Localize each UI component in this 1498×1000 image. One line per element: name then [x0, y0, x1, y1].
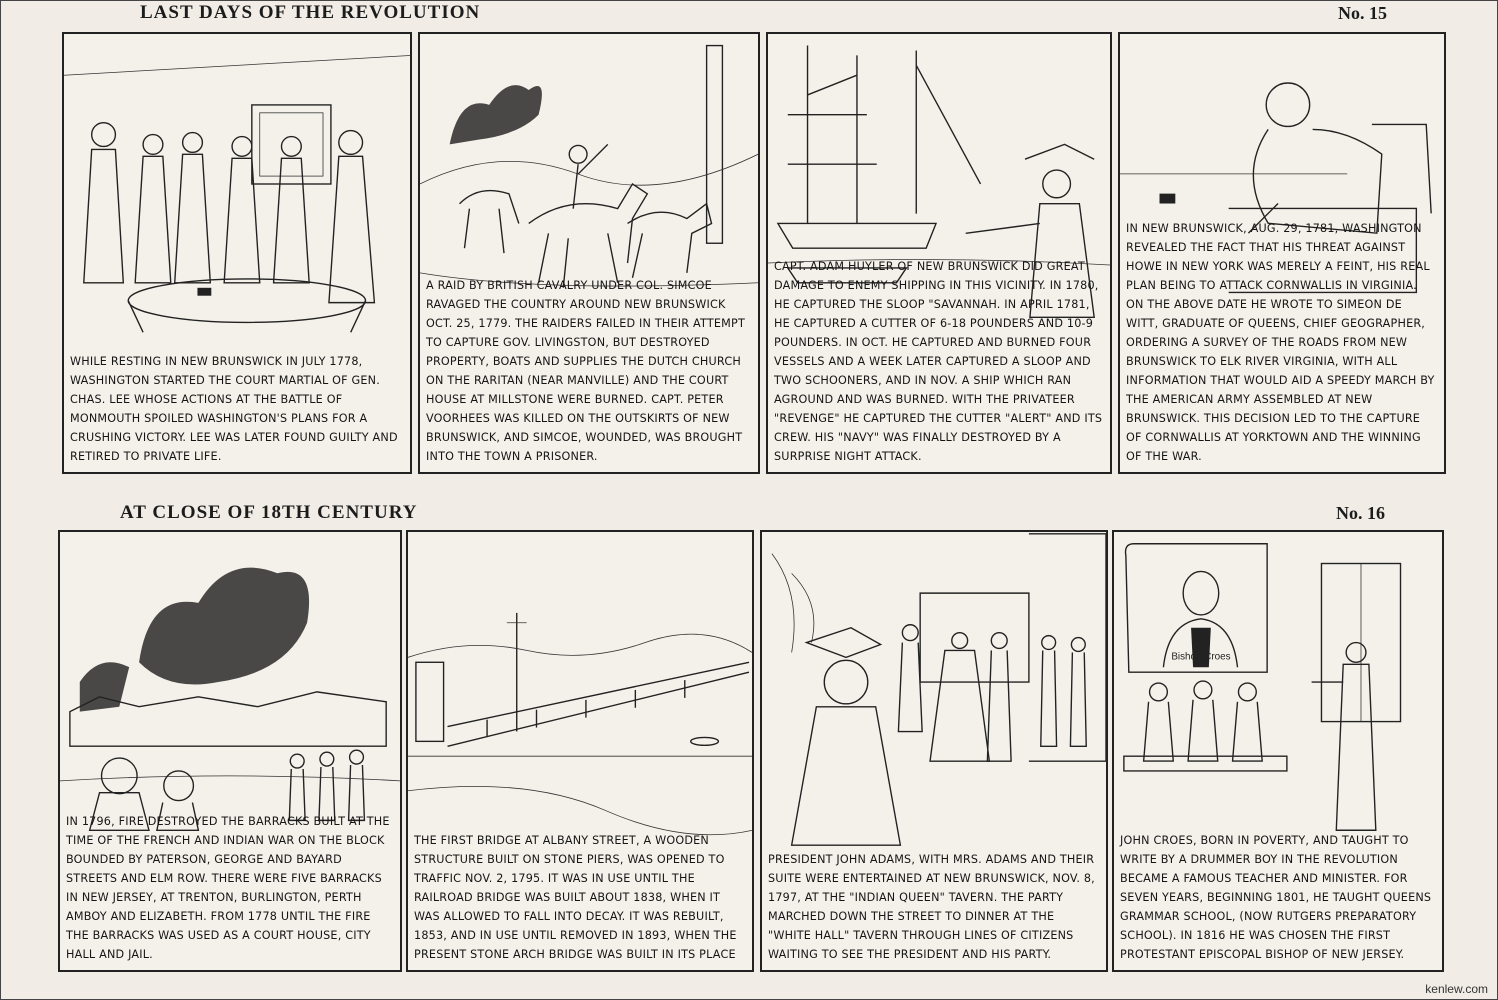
watermark: kenlew.com [1425, 982, 1488, 996]
panel-caption: IN 1796, FIRE DESTROYED THE BARRACKS BUILT AT THE TIME OF THE FRENCH AND INDIAN WAR ON THE BLOCK BOUNDED BY PATERSON, GEORGE AND BAYARD STREETS AND ELM ROW. THERE WERE FIVE BARRACKS IN NEW JERSEY, AT TRENTON, BURLINGTON, PERTH AMBOY AND ELIZABETH. FROM 1778 UNTIL THE FIRE THE BARRACKS WAS USED AS A COURT HOUSE, CITY HALL AND JAIL. [66, 815, 390, 961]
panel-caption: PRESIDENT JOHN ADAMS, WITH MRS. ADAMS AND THEIR SUITE WERE ENTERTAINED AT NEW BRUNSWICK, NOV. 8, 1797, AT THE "INDIAN QUEEN" TAVERN. THE PARTY MARCHED DOWN THE STREET TO DINNER AT THE "WHITE HALL" TAVERN THROUGH LINES OF CITIZENS WAITING TO SEE THE PRESIDENT AND HIS PARTY. [768, 853, 1095, 961]
panel-adams-visit [760, 530, 1108, 972]
panel-caption: THE FIRST BRIDGE AT ALBANY STREET, A WOODEN STRUCTURE BUILT ON STONE PIERS, WAS OPENED TO TRAFFIC NOV. 2, 1795. IT WAS IN USE UNTIL THE RAILROAD BRIDGE WAS BUILT ABOUT 1838, WHEN IT WAS ALLOWED TO FALL INTO DECAY. IT WAS REBUILT, 1853, AND IN USE UNTIL REMOVED IN 1893, WHEN THE PRESENT STONE ARCH BRIDGE WAS BUILT IN ITS PLACE [414, 834, 737, 961]
panel-huyler-navy [766, 32, 1112, 474]
croes-teaching-illustration [1114, 532, 1442, 842]
panel-cavalry-raid [418, 32, 760, 474]
bridge-illustration [408, 532, 752, 842]
strip-title-revolution: LAST DAYS OF THE REVOLUTION [140, 2, 481, 23]
court-martial-illustration [64, 34, 410, 334]
panel-caption: WHILE RESTING IN NEW BRUNSWICK IN JULY 1778, WASHINGTON STARTED THE COURT MARTIAL OF GEN. CHAS. LEE WHOSE ACTIONS AT THE BATTLE OF MONMOUTH SPOILED WASHINGTON'S PLANS FOR A CRUSHING VICTORY. LEE WAS LATER FOUND GUILTY AND RETIRED TO PRIVATE LIFE. [70, 355, 398, 463]
portrait-label: Bishop Croes [1171, 651, 1231, 663]
strip-number-15: No. 15 [1338, 3, 1387, 23]
barracks-fire-illustration [60, 532, 400, 832]
adams-procession-illustration [762, 532, 1106, 847]
panel-bishop-croes [1112, 530, 1444, 972]
panel-court-martial [62, 32, 412, 474]
panel-caption: IN NEW BRUNSWICK, AUG. 29, 1781, WASHINGTON REVEALED THE FACT THAT HIS THREAT AGAINST HOWE IN NEW YORK WAS MERELY A FEINT, HIS REAL PLAN BEING TO ATTACK CORNWALLIS IN VIRGINIA. ON THE ABOVE DATE HE WROTE TO SIMEON DE WITT, GRADUATE OF QUEENS, CHIEF GEOGRAPHER, ORDERING A SURVEY OF THE ROADS FROM NEW BRUNSWICK TO ELK RIVER VIRGINIA, WITH ALL INFORMATION THAT WOULD AID A SPEEDY MARCH BY THE AMERICAN ARMY ASSEMBLED AT NEW BRUNSWICK. THIS DECISION LED TO THE CAPTURE OF CORNWALLIS AT YORKTOWN AND THE WINNING OF THE WAR. [1126, 222, 1435, 463]
strip-title-18th-century: AT CLOSE OF 18TH CENTURY [120, 502, 418, 523]
panel-caption: JOHN CROES, BORN IN POVERTY, AND TAUGHT TO WRITE BY A DRUMMER BOY IN THE REVOLUTION BECAME A FAMOUS TEACHER AND MINISTER. FOR SEVEN YEARS, BEGINNING 1801, HE TAUGHT QUEENS GRAMMAR SCHOOL, (NOW RUTGERS PREPARATORY SCHOOL). IN 1816 HE WAS CHOSEN THE FIRST PROTESTANT EPISCOPAL BISHOP OF NEW JERSEY. [1120, 834, 1432, 961]
panel-albany-bridge [406, 530, 754, 972]
strip-number-16: No. 16 [1336, 503, 1385, 523]
panel-caption: A RAID BY BRITISH CAVALRY UNDER COL. SIMCOE RAVAGED THE COUNTRY AROUND NEW BRUNSWICK OCT. 25, 1779. THE RAIDERS FAILED IN THEIR ATTEMPT TO CAPTURE GOV. LIVINGSTON, BUT DESTROYED PROPERTY, BOATS AND SUPPLIES THE DUTCH CHURCH ON THE RARITAN (NEAR MANVILLE) AND THE COURT HOUSE AT MILLSTONE WERE BURNED. CAPT. PETER VOORHEES WAS KILLED ON THE OUTSKIRTS OF NEW BRUNSWICK, AND SIMCOE, WOUNDED, WAS BROUGHT INTO THE TOWN A PRISONER. [426, 279, 745, 463]
panel-washington-letter [1118, 32, 1446, 474]
panel-barracks-fire [58, 530, 402, 972]
panel-caption: CAPT. ADAM HUYLER OF NEW BRUNSWICK DID GREAT DAMAGE TO ENEMY SHIPPING IN THIS VICINITY. IN 1780, HE CAPTURED THE SLOOP "SAVANNAH. IN APRIL 1781, HE CAPTURED A CUTTER OF 6-18 POUNDERS AND 10-9 POUNDERS. IN OCT. HE CAPTURED AND BURNED FOUR VESSELS AND A WEEK LATER CAPTURED A SLOOP AND TWO SCHOONERS, AND IN NOV. A SHIP WHICH RAN AGROUND AND WAS BURNED. WITH THE PRIVATEER "REVENGE" HE CAPTURED THE CUTTER "ALERT" AND ITS CREW. HIS "NAVY" WAS FINALLY DESTROYED BY A SURPRISE NIGHT ATTACK. [774, 260, 1103, 463]
